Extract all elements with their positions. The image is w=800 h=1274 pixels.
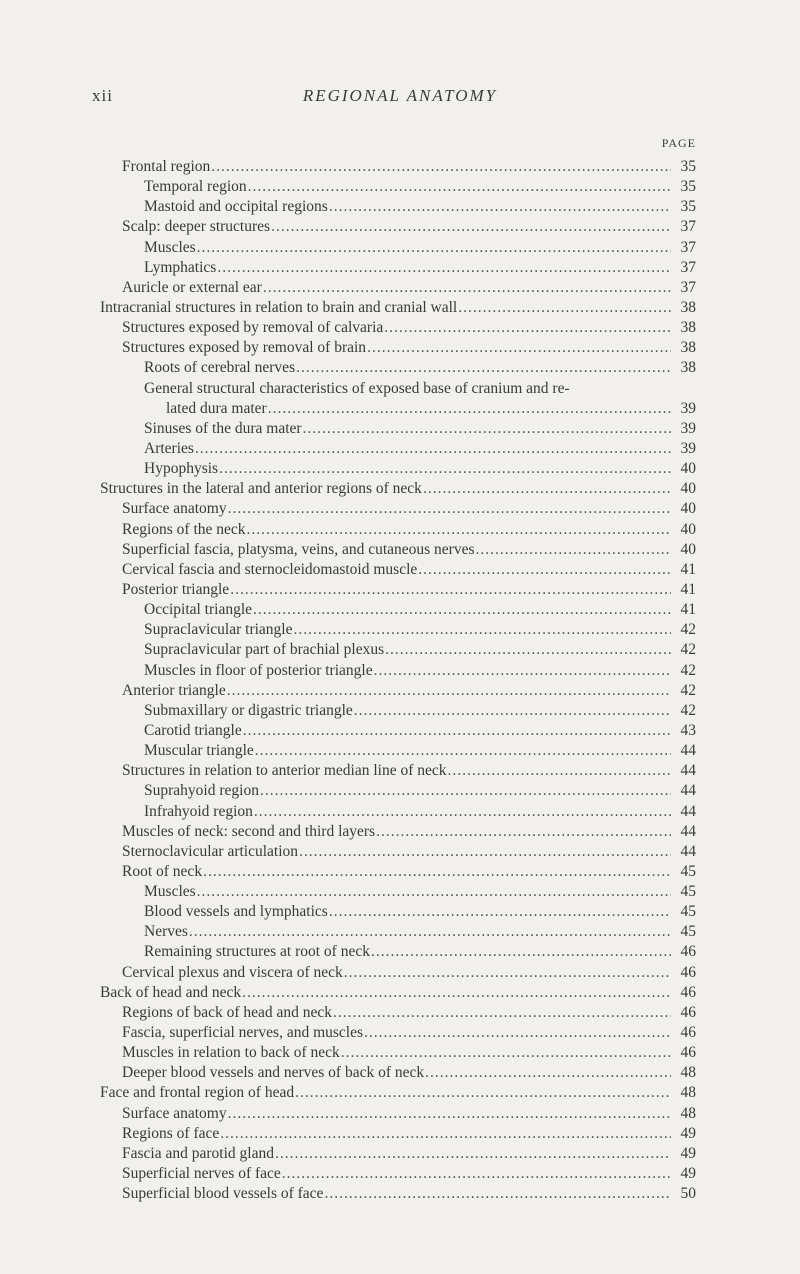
toc-entry-page: 41 — [680, 560, 696, 578]
toc-entry — [100, 600, 696, 620]
toc-entry-title: Surface anatomy — [122, 500, 227, 518]
toc-leader-dots — [344, 963, 671, 983]
toc-entry-title: lated dura mater — [166, 399, 267, 417]
table-of-contents — [100, 157, 696, 1204]
toc-entry-title: Carotid triangle — [144, 721, 242, 739]
toc-entry — [100, 580, 696, 600]
toc-entry — [100, 842, 696, 862]
toc-entry — [100, 419, 696, 439]
toc-entry-page: 45 — [680, 883, 696, 901]
toc-entry-page: 41 — [680, 580, 696, 598]
toc-leader-dots — [333, 1003, 671, 1023]
toc-leader-dots — [423, 479, 671, 499]
toc-entry — [100, 620, 696, 640]
toc-entry-title: Posterior triangle — [122, 580, 230, 598]
toc-entry-title: Cervical plexus and viscera of neck — [122, 963, 343, 981]
toc-leader-dots — [242, 983, 671, 1003]
toc-entry-title: Muscles of neck: second and third layers — [122, 822, 376, 840]
toc-leader-dots — [418, 560, 671, 580]
toc-entry-title: Nerves — [144, 923, 188, 941]
toc-entry-page: 48 — [680, 1104, 696, 1122]
toc-entry-page: 38 — [680, 298, 696, 316]
toc-entry-title: Roots of cerebral nerves — [144, 359, 296, 377]
toc-entry-page: 42 — [680, 661, 696, 679]
toc-leader-dots — [376, 822, 671, 842]
toc-entry-page: 46 — [680, 963, 696, 981]
toc-entry — [100, 802, 696, 822]
toc-entry-title: Superficial fascia, platysma, veins, and cutaneous nerves — [122, 540, 475, 558]
toc-leader-dots — [189, 922, 671, 942]
toc-leader-dots — [293, 620, 671, 640]
toc-entry-title: Supraclavicular triangle — [144, 621, 293, 639]
toc-entry-title: Scalp: deeper structures — [122, 218, 271, 236]
toc-entry-title: General structural characteristics of exposed base of cranium and re- — [144, 379, 570, 397]
toc-entry-title: Frontal region — [122, 158, 211, 175]
toc-entry-page: 44 — [680, 802, 696, 820]
toc-leader-dots — [303, 419, 671, 439]
toc-entry-page: 49 — [680, 1124, 696, 1142]
toc-entry-page: 42 — [680, 641, 696, 659]
toc-entry-page: 35 — [680, 158, 696, 175]
toc-entry-title: Regions of the neck — [122, 520, 246, 538]
toc-entry-page: 37 — [680, 258, 696, 276]
toc-entry-title: Sinuses of the dura mater — [144, 419, 302, 437]
toc-entry — [100, 661, 696, 681]
toc-entry-title: Arteries — [144, 439, 194, 457]
toc-leader-dots — [254, 802, 671, 822]
toc-entry-title: Intracranial structures in relation to brain and cranial wall — [100, 298, 458, 316]
toc-entry — [100, 560, 696, 580]
toc-entry-page: 37 — [680, 218, 696, 236]
toc-entry-title: Submaxillary or digastric triangle — [144, 701, 353, 719]
toc-leader-dots — [354, 701, 671, 721]
toc-entry — [100, 1063, 696, 1083]
toc-leader-dots — [263, 278, 671, 298]
toc-leader-dots — [268, 399, 671, 419]
toc-entry-page: 38 — [680, 319, 696, 337]
toc-leader-dots — [227, 681, 671, 701]
toc-entry — [100, 258, 696, 278]
toc-entry-page: 46 — [680, 1003, 696, 1021]
toc-entry-page: 43 — [680, 721, 696, 739]
toc-entry-page: 35 — [680, 198, 696, 216]
toc-entry — [100, 379, 696, 399]
toc-entry-title: Fascia, superficial nerves, and muscles — [122, 1024, 364, 1042]
toc-leader-dots — [195, 439, 671, 459]
toc-entry — [100, 983, 696, 1003]
toc-leader-dots — [211, 157, 671, 177]
toc-leader-dots — [217, 258, 671, 278]
book-title: REGIONAL ANATOMY — [302, 86, 498, 105]
toc-entry-page: 40 — [680, 480, 696, 498]
toc-entry — [100, 479, 696, 499]
toc-entry-title: Muscular triangle — [144, 742, 254, 760]
toc-entry — [100, 741, 696, 761]
toc-entry-title: Fascia and parotid gland — [122, 1144, 274, 1162]
toc-leader-dots — [282, 1164, 671, 1184]
toc-entry — [100, 902, 696, 922]
toc-leader-dots — [295, 1083, 671, 1103]
toc-entry — [100, 1003, 696, 1023]
toc-entry-page: 46 — [680, 983, 696, 1001]
toc-entry-title: Structures exposed by removal of brain — [122, 339, 367, 357]
toc-entry-title: Cervical fascia and sternocleidomastoid muscle — [122, 560, 418, 578]
toc-leader-dots — [329, 902, 671, 922]
toc-entry-title: Face and frontal region of head — [100, 1084, 295, 1102]
toc-entry-page: 48 — [680, 1064, 696, 1082]
toc-entry-title: Auricle or external ear — [122, 278, 262, 296]
toc-entry-title: Surface anatomy — [122, 1104, 227, 1122]
toc-entry-title: Deeper blood vessels and nerves of back of neck — [122, 1064, 425, 1082]
toc-entry-page: 49 — [680, 1144, 696, 1162]
toc-entry-title: Root of neck — [122, 862, 203, 880]
toc-leader-dots — [329, 197, 671, 217]
toc-entry — [100, 459, 696, 479]
running-head — [0, 86, 800, 110]
toc-entry — [100, 822, 696, 842]
toc-entry — [100, 1104, 696, 1124]
toc-leader-dots — [260, 781, 671, 801]
toc-entry — [100, 882, 696, 902]
toc-entry — [100, 278, 696, 298]
toc-entry-page: 37 — [680, 238, 696, 256]
toc-entry — [100, 1043, 696, 1063]
toc-entry-page: 38 — [680, 359, 696, 377]
toc-entry-page: 44 — [680, 782, 696, 800]
toc-entry-title: Remaining structures at root of neck — [144, 943, 370, 961]
toc-leader-dots — [425, 1063, 671, 1083]
toc-leader-dots — [230, 580, 671, 600]
toc-leader-dots — [197, 882, 671, 902]
toc-entry — [100, 681, 696, 701]
toc-entry-title: Hypophysis — [144, 460, 219, 478]
toc-entry — [100, 399, 696, 419]
toc-entry-title: Lymphatics — [144, 258, 217, 276]
toc-entry-title: Suprahyoid region — [144, 782, 259, 800]
toc-leader-dots — [371, 942, 671, 962]
toc-leader-dots — [228, 1104, 671, 1124]
toc-leader-dots — [384, 318, 671, 338]
toc-entry-page: 44 — [680, 762, 696, 780]
toc-entry-page: 39 — [680, 419, 696, 437]
toc-entry-title: Superficial nerves of face — [122, 1165, 281, 1183]
toc-entry — [100, 358, 696, 378]
toc-leader-dots — [476, 540, 671, 560]
toc-entry — [100, 177, 696, 197]
toc-entry-title: Muscles in relation to back of neck — [122, 1044, 340, 1062]
toc-entry-title: Mastoid and occipital regions — [144, 198, 328, 216]
toc-entry-page: 46 — [680, 1024, 696, 1042]
toc-entry — [100, 1023, 696, 1043]
toc-entry-page: 39 — [680, 439, 696, 457]
toc-entry-title: Muscles — [144, 883, 196, 901]
toc-entry-page: 44 — [680, 842, 696, 860]
toc-entry-title: Superficial blood vessels of face — [122, 1185, 324, 1203]
toc-entry-title: Structures exposed by removal of calvaria — [122, 319, 384, 337]
toc-entry-page: 45 — [680, 862, 696, 880]
toc-entry — [100, 499, 696, 519]
toc-leader-dots — [220, 1124, 671, 1144]
toc-entry-page: 42 — [680, 701, 696, 719]
toc-entry — [100, 963, 696, 983]
toc-entry-page: 44 — [680, 822, 696, 840]
toc-entry — [100, 640, 696, 660]
toc-entry-title: Supraclavicular part of brachial plexus — [144, 641, 385, 659]
toc-entry-page: 46 — [680, 1044, 696, 1062]
toc-entry — [100, 1124, 696, 1144]
toc-leader-dots — [341, 1043, 671, 1063]
toc-entry-title: Muscles in floor of posterior triangle — [144, 661, 373, 679]
toc-leader-dots — [296, 358, 671, 378]
toc-entry — [100, 922, 696, 942]
toc-entry — [100, 298, 696, 318]
toc-leader-dots — [385, 640, 671, 660]
toc-entry-page: 38 — [680, 339, 696, 357]
toc-leader-dots — [197, 238, 671, 258]
toc-entry-page: 44 — [680, 742, 696, 760]
toc-entry — [100, 318, 696, 338]
toc-entry-page: 40 — [680, 540, 696, 558]
toc-leader-dots — [458, 298, 671, 318]
toc-leader-dots — [243, 721, 671, 741]
toc-entry-page: 37 — [680, 278, 696, 296]
toc-entry-title: Temporal region — [144, 178, 247, 196]
toc-entry-page: 49 — [680, 1165, 696, 1183]
toc-entry-page: 46 — [680, 943, 696, 961]
toc-entry — [100, 721, 696, 741]
toc-leader-dots — [448, 761, 671, 781]
toc-entry-page: 45 — [680, 923, 696, 941]
toc-entry-page: 48 — [680, 1084, 696, 1102]
toc-entry-page: 42 — [680, 621, 696, 639]
toc-entry — [100, 540, 696, 560]
toc-entry — [100, 217, 696, 237]
toc-leader-dots — [367, 338, 671, 358]
toc-entry — [100, 197, 696, 217]
toc-entry — [100, 1144, 696, 1164]
toc-entry-page: 41 — [680, 601, 696, 619]
toc-leader-dots — [275, 1144, 671, 1164]
toc-leader-dots — [374, 661, 671, 681]
toc-entry-title: Regions of back of head and neck — [122, 1003, 333, 1021]
toc-entry — [100, 781, 696, 801]
toc-entry-page: 40 — [680, 520, 696, 538]
toc-entry — [100, 761, 696, 781]
toc-entry — [100, 520, 696, 540]
toc-entry — [100, 701, 696, 721]
toc-leader-dots — [203, 862, 671, 882]
page-number: xii — [92, 86, 113, 105]
toc-entry — [100, 338, 696, 358]
toc-entry-title: Occipital triangle — [144, 601, 253, 619]
toc-entry — [100, 862, 696, 882]
toc-entry — [100, 942, 696, 962]
toc-entry-page: 39 — [680, 399, 696, 417]
toc-entry — [100, 1184, 696, 1204]
toc-entry — [100, 1083, 696, 1103]
toc-entry-title: Structures in the lateral and anterior regions of neck — [100, 480, 422, 498]
toc-leader-dots — [299, 842, 671, 862]
page-column-label: PAGE — [661, 136, 696, 150]
toc-leader-dots — [228, 499, 671, 519]
toc-entry-page: 40 — [680, 500, 696, 518]
toc-leader-dots — [324, 1184, 671, 1204]
toc-leader-dots — [253, 600, 671, 620]
toc-entry-page: 42 — [680, 681, 696, 699]
toc-entry-title: Structures in relation to anterior median line of neck — [122, 762, 447, 780]
toc-leader-dots — [271, 217, 671, 237]
toc-leader-dots — [248, 177, 671, 197]
toc-leader-dots — [219, 459, 671, 479]
toc-entry — [100, 439, 696, 459]
toc-entry-title: Regions of face — [122, 1124, 220, 1142]
toc-leader-dots — [364, 1023, 671, 1043]
toc-entry-title: Anterior triangle — [122, 681, 226, 699]
toc-entry-page: 40 — [680, 460, 696, 478]
toc-entry-title: Sternoclavicular articulation — [122, 842, 299, 860]
toc-entry — [100, 238, 696, 258]
toc-leader-dots — [255, 741, 671, 761]
toc-entry-title: Blood vessels and lymphatics — [144, 903, 328, 921]
toc-entry-page: 50 — [680, 1185, 696, 1203]
toc-entry-title: Infrahyoid region — [144, 802, 253, 820]
toc-entry-page: 45 — [680, 903, 696, 921]
toc-entry-page: 35 — [680, 178, 696, 196]
toc-entry-title: Back of head and neck — [100, 983, 242, 1001]
toc-entry — [100, 1164, 696, 1184]
toc-entry-title: Muscles — [144, 238, 196, 256]
toc-entry — [100, 157, 696, 177]
toc-leader-dots — [247, 520, 671, 540]
